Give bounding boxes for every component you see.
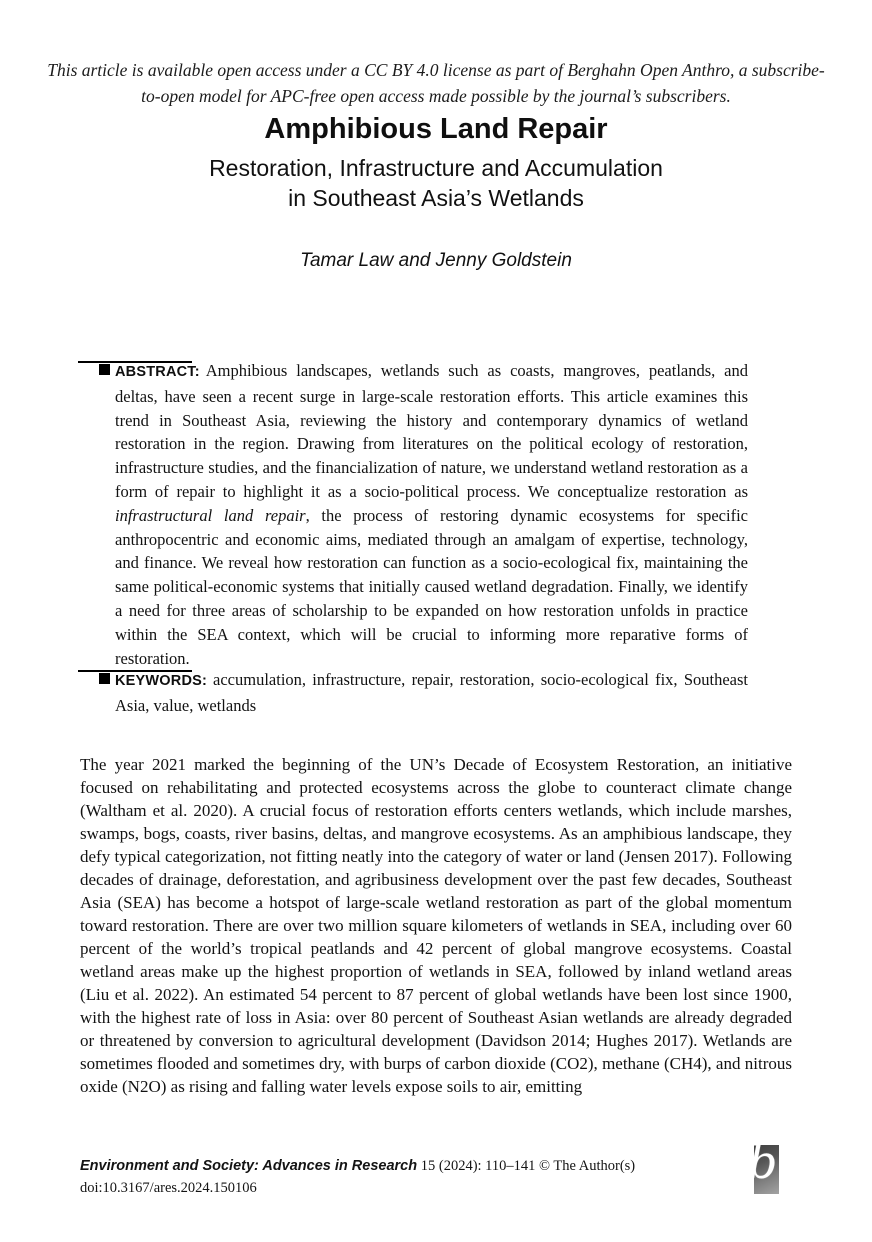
abstract-text [115,359,748,670]
footer-citation [80,1155,680,1199]
berghahn-publisher-logo [748,1135,779,1194]
abstract-text-after: , the process of restoring dynamic ecosystems for specific anthropocentric and economic aims, mediated through an amalgam of expertise, technology, and finance. We reveal how restoration can function as a socio-ecological fix, maintaining the same political-economic systems that initially caused wetland degradation. Finally, we identify a need for three areas of scholarship to be expanded on how restoration unfolds in practice within the SEA context, which will be crucial to informing more reparative forms of restoration. [115,505,748,668]
journal-name: Environment and Society: Advances in Research [80,1158,418,1174]
citation-details: 15 (2024): 110–141 © The Author(s) [417,1158,636,1174]
body-paragraph: The year 2021 marked the beginning of the UN’s Decade of Ecosystem Restoration, an initiative focused on rehabilitating and protected ecosystems across the globe to counteract climate change (Waltham et al. 2020). A crucial focus of restoration efforts centers wetlands, which include marshes, swamps, bogs, coasts, river basins, deltas, and mangrove ecosystems. As an amphibious landscape, they defy typical categorization, not fitting neatly into the category of water or land (Jensen 2017). Following decades of drainage, deforestation, and agribusiness development over the past few decades, Southeast Asia (SEA) has become a hotspot of large-scale wetland restoration as part of the global momentum toward restoration. There are over two million square kilometers of wetlands in SEA, including over 60 percent of the world’s tropical peatlands and 42 percent of global mangrove ecosystems. Coastal wetland areas make up the highest proportion of wetlands in SEA, followed by inland wetland areas (Liu et al. 2022). An estimated 54 percent to 87 percent of global wetlands have been lost since 1900, with the highest rate of loss in Asia: over 80 percent of Southeast Asian wetlands are already degraded or threatened by conversion to agricultural development (Davidson 2014; Hughes 2017). Wetlands are sometimes flooded and sometimes dry, with burps of carbon dioxide (CO2), methane (CH4), and nitrous oxide (N2O) as rising and falling water levels expose soils to air, emitting [80,755,792,1096]
abstract-text-before: Amphibious landscapes, wetlands such as coasts, mangroves, peatlands, and deltas, have seen a recent surge in large-scale restoration efforts. This article examines this trend in Southeast Asia, reviewing the history and contemporary dynamics of wetland restoration in the region. Drawing from literatures on the political ecology of restoration, infrastructure studies, and the financialization of nature, we understand wetland restoration as a form of repair to highlight it as a socio-political process. We conceptualize restoration as [115,361,748,501]
article-subtitle [0,153,872,213]
article-subtitle-line2: in Southeast Asia’s Wetlands [288,185,584,211]
open-access-notice: This article is available open access under a CC BY 4.0 license as part of Berghahn Open Anthro, a subscribe-to-open model for APC-free open access made possible by the journal’s subscribers. [47,60,825,106]
authors-byline: Tamar Law and Jenny Goldstein [300,250,572,271]
berghahn-b-icon: b [748,1135,778,1189]
abstract-label: ABSTRACT: [115,364,200,380]
abstract-square-marker-icon [99,364,110,375]
keywords-label: KEYWORDS: [115,673,208,689]
keywords-list: accumulation, infrastructure, repair, restoration, socio-ecological fix, Southeast Asia, value, wetlands [115,670,748,715]
keywords-text [115,668,748,718]
article-subtitle-line1: Restoration, Infrastructure and Accumulation [209,155,663,181]
abstract-italic-phrase: infrastructural land repair [115,505,306,525]
footer-citation-line [80,1155,680,1177]
article-title: Amphibious Land Repair [264,113,608,145]
keywords-square-marker-icon [99,673,110,684]
doi-text: doi:10.3167/ares.2024.150106 [80,1180,257,1196]
